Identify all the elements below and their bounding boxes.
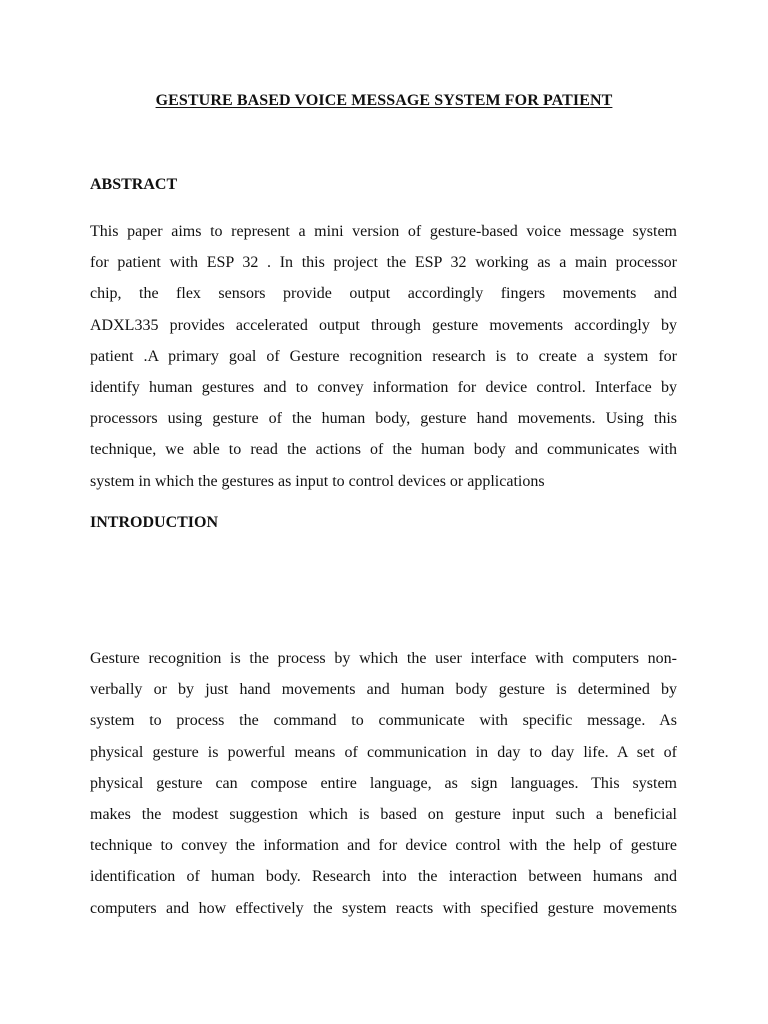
document-title: GESTURE BASED VOICE MESSAGE SYSTEM FOR PATIENT bbox=[155, 92, 613, 109]
abstract-line: identify human gestures and to convey information for device control. Interface by bbox=[90, 378, 677, 396]
abstract-line: for patient with ESP 32 . In this project the ESP 32 working as a main processor bbox=[90, 254, 677, 272]
introduction-paragraph bbox=[90, 643, 677, 924]
abstract-line: chip, the flex sensors provide output accordingly fingers movements and bbox=[90, 285, 677, 303]
abstract-line: technique, we able to read the actions of the human body and communicates with bbox=[90, 441, 677, 459]
introduction-line: system to process the command to communicate with specific message. As bbox=[90, 712, 677, 730]
introduction-heading: INTRODUCTION bbox=[90, 514, 219, 531]
abstract-line: ADXL335 provides accelerated output through gesture movements accordingly by bbox=[90, 316, 677, 334]
abstract-line: This paper aims to represent a mini version of gesture-based voice message system bbox=[90, 223, 677, 240]
introduction-line: identification of human body. Research into the interaction between humans and bbox=[90, 868, 677, 886]
introduction-line: verbally or by just hand movements and human body gesture is determined by bbox=[90, 681, 677, 699]
abstract-heading: ABSTRACT bbox=[90, 176, 178, 193]
introduction-line: computers and how effectively the system reacts with specified gesture movements bbox=[90, 899, 677, 917]
introduction-line: makes the modest suggestion which is based on gesture input such a beneficial bbox=[90, 805, 677, 823]
abstract-line: processors using gesture of the human body, gesture hand movements. Using this bbox=[90, 410, 677, 428]
abstract-line: system in which the gestures as input to control devices or applications bbox=[90, 472, 545, 490]
abstract-line: patient .A primary goal of Gesture recognition research is to create a system for bbox=[90, 347, 677, 365]
introduction-line: technique to convey the information and for device control with the help of gesture bbox=[90, 837, 677, 855]
abstract-paragraph bbox=[90, 216, 677, 497]
introduction-line: physical gesture is powerful means of communication in day to day life. A set of bbox=[90, 743, 677, 761]
introduction-line: Gesture recognition is the process by which the user interface with computers non- bbox=[90, 650, 677, 667]
introduction-line: physical gesture can compose entire language, as sign languages. This system bbox=[90, 774, 677, 792]
